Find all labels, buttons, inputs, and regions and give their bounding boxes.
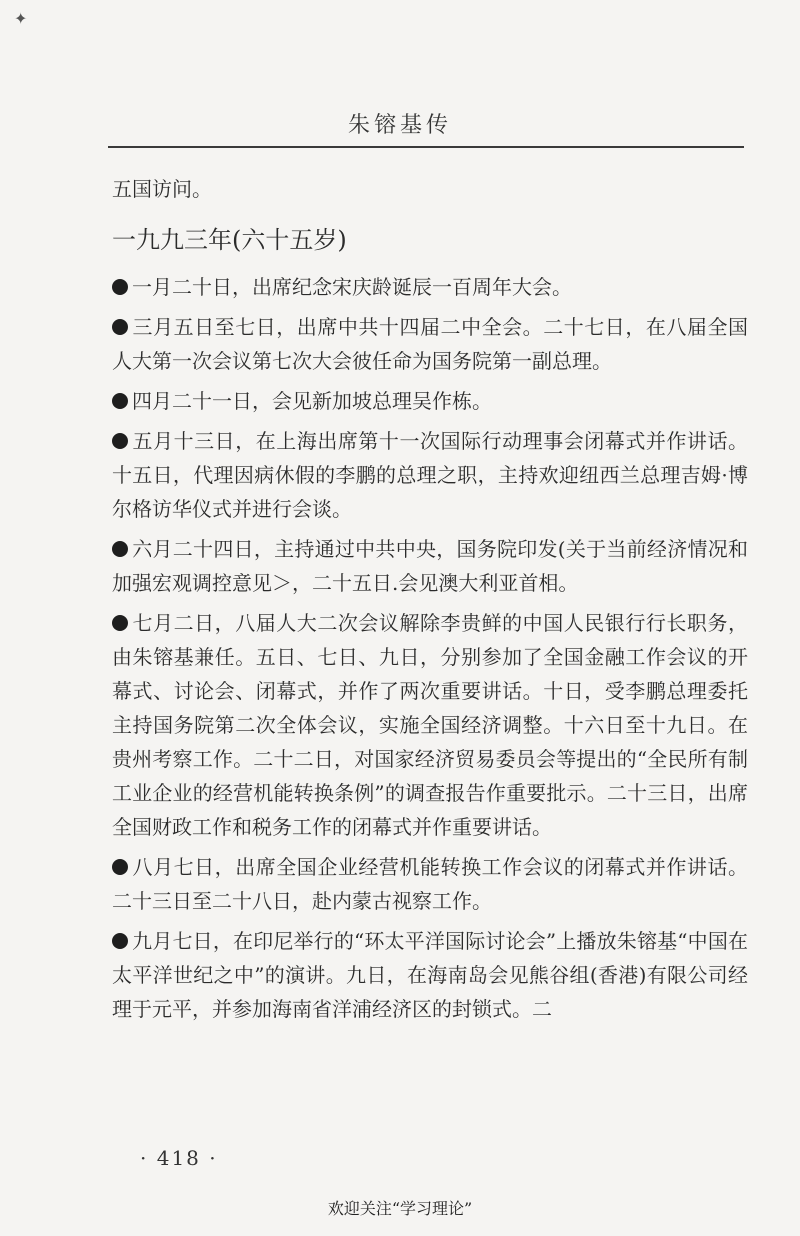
entry-text: 四月二十一日，会见新加坡总理吴作栋。 [132,389,492,413]
entry-text: 七月二日，八届人大二次会议解除李贵鲜的中国人民银行行长职务，由朱镕基兼任。五日、七日、九日，分别参加了全国金融工作会议的开幕式、讨论会、闭幕式，并作了两次重要讲话。十日，受李鹏总理委托主持国务院第二次全体会议，实施全国经济调整。十六日至十九日。在贵州考察工作。二十二日，对国家经济贸易委员会等提出的“全民所有制工业企业的经营机能转换条例”的调查报告作重要批示。二十三日，出席全国财政工作和税务工作的闭幕式并作重要讲话。 [112,611,748,839]
bullet-icon [112,933,128,949]
entry-apr [112,384,748,418]
entry-jul [112,606,748,844]
lead-line: 五国访问。 [112,177,212,201]
bullet-icon [112,615,128,631]
entry-text: 八月七日，出席全国企业经营机能转换工作会议的闭幕式并作讲话。二十三日至二十八日，赴内蒙古视察工作。 [112,855,748,913]
page-number: · 418 · [140,1146,218,1170]
bullet-icon [112,859,128,875]
entry-may [112,424,748,526]
year-heading: 一九九三年(六十五岁) [112,226,347,254]
entry-text: 六月二十四日，主持通过中共中央，国务院印发(关于当前经济情况和加强宏观调控意见＞，二十五日.会见澳大利亚首相。 [112,537,748,595]
running-head-title: 朱镕基传 [347,113,452,138]
bullet-icon [112,433,128,449]
entry-text: 三月五日至七日，出席中共十四届二中全会。二十七日，在八届全国人大第一次会议第七次大会彼任命为国务院第一副总理。 [112,315,748,373]
entry-jun [112,532,748,600]
entry-text: 一月二十日，出席纪念宋庆龄诞辰一百周年大会。 [132,275,572,299]
entry-sep [112,924,748,1026]
bullet-icon [112,393,128,409]
body-text [112,172,748,1032]
entry-text: 九月七日，在印尼举行的“环太平洋国际讨论会”上播放朱镕基“中国在太平洋世纪之中”的演讲。九日，在海南岛会见熊谷组(香港)有限公司经理于元平，并参加海南省洋浦经济区的封锁式。二 [112,929,748,1021]
entry-jan [112,270,748,304]
bullet-icon [112,319,128,335]
footer-note: 欢迎关注“学习理论” [327,1199,473,1218]
bullet-icon [112,541,128,557]
entry-mar [112,310,748,378]
header-rule [108,146,744,148]
scan-speck-icon: ✦ [14,9,28,28]
bullet-icon [112,279,128,295]
entry-text: 五月十三日，在上海出席第十一次国际行动理事会闭幕式并作讲话。十五日，代理因病休假的李鹏的总理之职，主持欢迎纽西兰总理吉姆·博尔格访华仪式并进行会谈。 [112,429,748,521]
entry-aug [112,850,748,918]
